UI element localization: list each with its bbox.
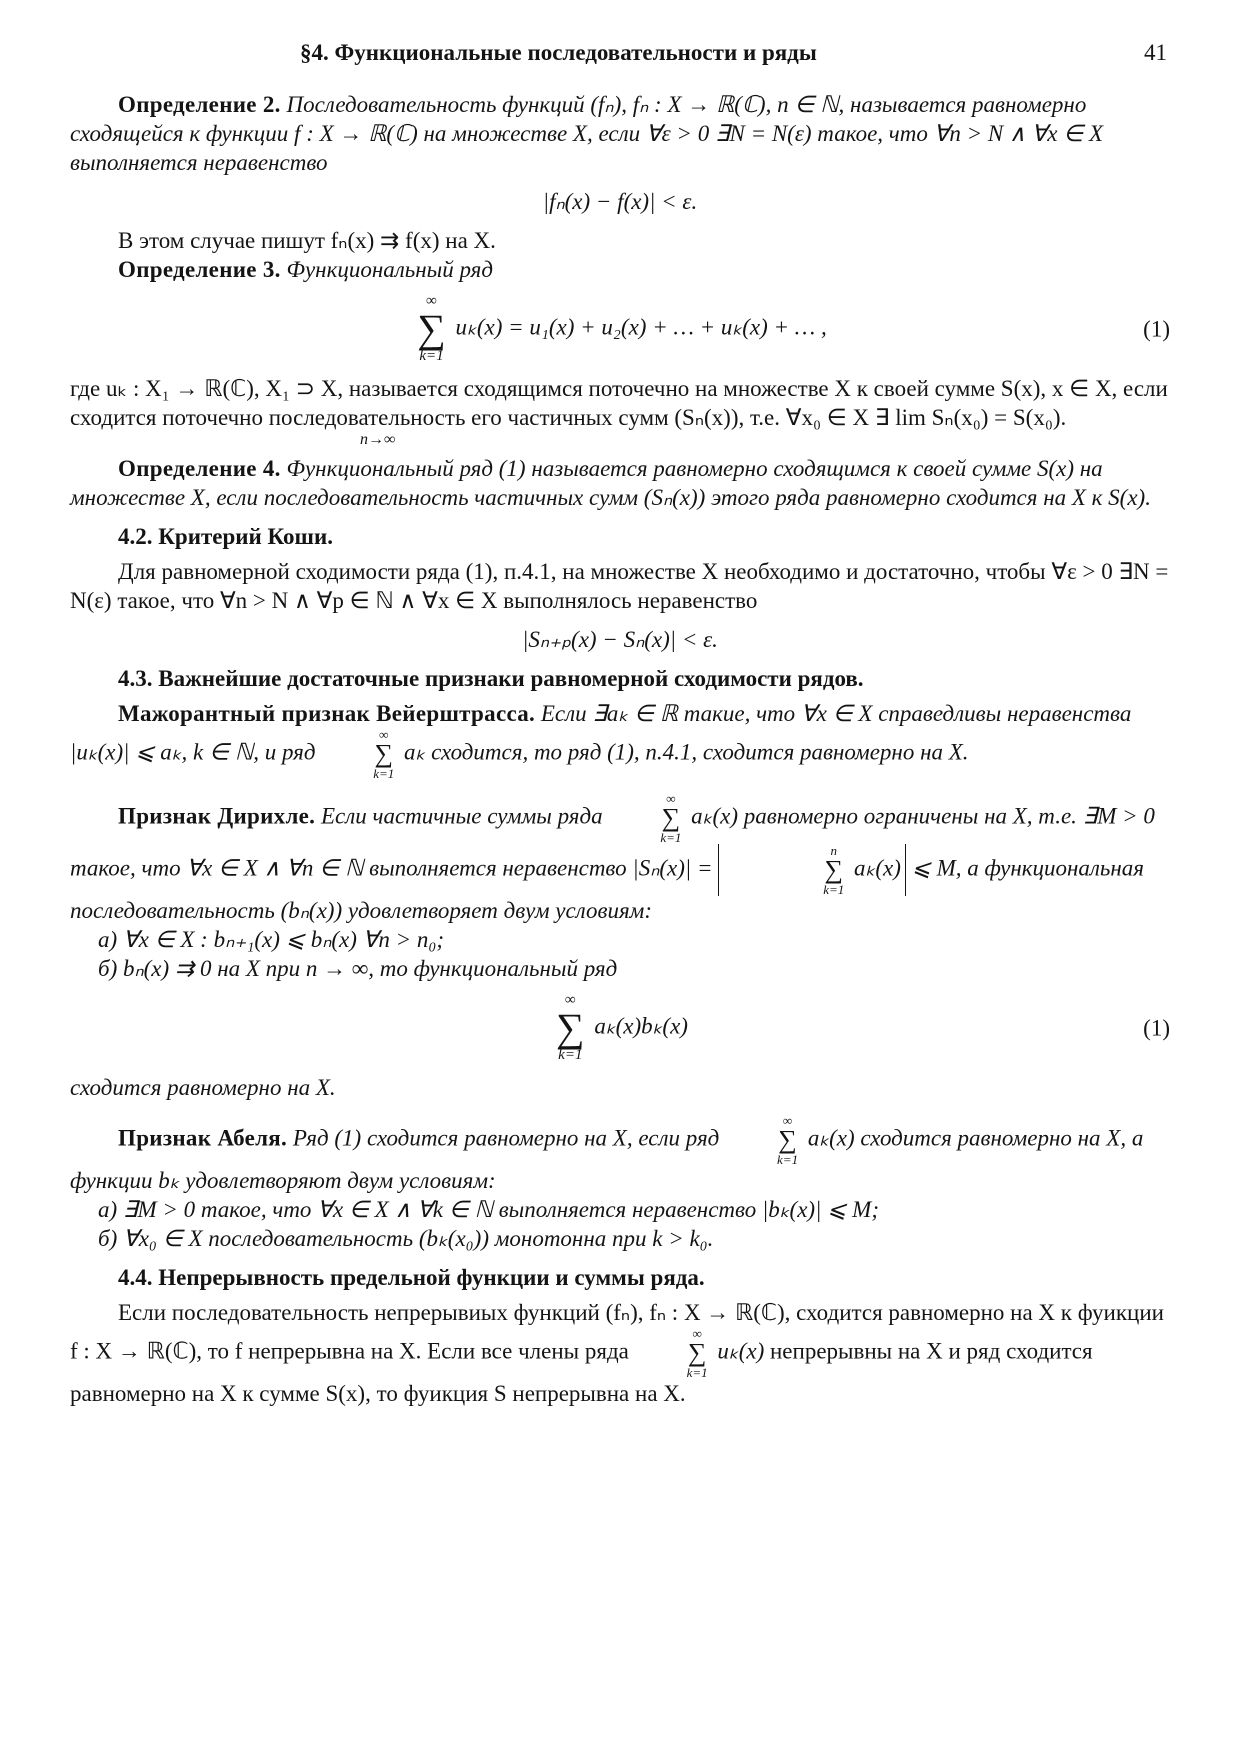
dirichlet-sum-term: aₖ(x) bbox=[691, 803, 738, 829]
formula-dirichlet-series bbox=[70, 993, 1170, 1063]
dirichlet-text-b: равномерно ограничены на X, т.е. ∃M > 0 такое, что ∀x ∈ X ∧ ∀n ∈ ℕ выполняется неравенство |Sₙ(x)| = bbox=[70, 803, 1155, 881]
sum-lower-limit: k=1 bbox=[419, 348, 444, 364]
abel-condition-a: а) ∃M > 0 такое, что ∀x ∈ X ∧ ∀k ∈ ℕ выполняется неравенство |bₖ(x)| ⩽ M; bbox=[98, 1197, 880, 1222]
sum-lower-limit: k=1 bbox=[660, 830, 682, 845]
running-header bbox=[0, 38, 1239, 74]
weierstrass-text-b: сходится, то ряд (1), п.4.1, сходится равномерно на X. bbox=[431, 739, 969, 765]
weierstrass-test bbox=[70, 699, 1170, 780]
sum-lower-limit: k=1 bbox=[373, 766, 395, 781]
sum-symbol: n ∑ k=1 bbox=[775, 844, 844, 896]
definition-4-text: Функциональный ряд (1) называется равномерно сходящимся к своей сумме S(x) на множестве X, если последовательность частичных сумм (Sₙ(x)) этого ряда равномерно сходится на X к S(x). bbox=[70, 456, 1151, 510]
series-expansion: uₖ(x) = u₁(x) + u₂(x) + … + uₖ(x) + … , bbox=[455, 314, 827, 340]
sum-symbol: ∞ ∑ k=1 bbox=[729, 1114, 798, 1166]
equation-number: (1) bbox=[1143, 316, 1170, 342]
sum-symbol: ∞ ∑ k=1 bbox=[612, 792, 681, 844]
formula-uniform-convergence: |fₙ(x) − f(x)| < ε. bbox=[542, 189, 698, 214]
limit-subscript: n→∞ bbox=[360, 431, 396, 448]
definition-4 bbox=[70, 454, 1170, 512]
weierstrass-text-a: Если ∃aₖ ∈ ℝ такие, что ∀x ∈ X справедливы неравенства |uₖ(x)| ⩽ aₖ, k ∈ ℕ, и ряд bbox=[70, 701, 1132, 765]
sum-lower-limit: k=1 bbox=[686, 1365, 708, 1380]
dirichlet-series-term: aₖ(x)bₖ(x) bbox=[594, 1013, 688, 1039]
definition-3-intro: Функциональный ряд bbox=[286, 257, 494, 282]
sum-upper-limit: n bbox=[830, 843, 837, 858]
continuity-sum-term: uₖ(x) bbox=[717, 1338, 765, 1364]
definition-2-text: Последовательность функций (fₙ), fₙ : X → ℝ(ℂ), n ∈ ℕ, называется равномерно сходящейся к функции f : X → ℝ(ℂ) на множестве X, если ∀ε > 0 ∃N = N(ε) такое, что ∀n > N ∧ ∀x ∈ X выполняется неравенство bbox=[70, 92, 1104, 175]
dirichlet-condition-a: а) ∀x ∈ X : bₙ₊₁(x) ⩽ bₙ(x) ∀n > n₀; bbox=[98, 927, 445, 952]
sum-upper-limit: ∞ bbox=[379, 727, 389, 742]
formula-series-1 bbox=[70, 294, 1170, 364]
header-title: §4. Функциональные последовательности и ряды bbox=[300, 40, 817, 65]
abel-test bbox=[70, 1114, 1170, 1195]
dirichlet-text-a: Если частичные суммы ряда bbox=[320, 803, 603, 829]
abel-label: Признак Абеля. bbox=[118, 1125, 288, 1151]
definition-4-label: Определение 4. bbox=[118, 456, 281, 481]
dirichlet-label: Признак Дирихле. bbox=[118, 803, 316, 829]
definition-2-label: Определение 2. bbox=[118, 92, 281, 117]
sum-symbol: ∞ ∑ k=1 bbox=[639, 1327, 708, 1379]
continuity-text-b: непрерывны на X и ряд сходится равномерно на X к сумме S(x), то фуикция S непрерывна на X. bbox=[70, 1338, 1093, 1406]
cauchy-criterion-text: Для равномерной сходимости ряда (1), п.4.1, на множестве X необходимо и достаточно, чтобы ∀ε > 0 ∃N = N(ε) такое, что ∀n > N ∧ ∀p ∈ ℕ ∧ ∀x ∈ X выполнялось неравенство bbox=[70, 559, 1169, 613]
definition-2-notation: В этом случае пишут fₙ(x) ⇉ f(x) на X. bbox=[118, 228, 496, 253]
sum-symbol: ∞ ∑ k=1 bbox=[417, 293, 446, 364]
definition-2 bbox=[70, 90, 1170, 177]
section-heading-4-2: 4.2. Критерий Коши. bbox=[118, 524, 333, 549]
sum-symbol: ∞ ∑ k=1 bbox=[325, 728, 394, 780]
sum-lower-limit: k=1 bbox=[558, 1047, 583, 1063]
section-heading-4-3: 4.3. Важнейшие достаточные признаки равномерной сходимости рядов. bbox=[118, 666, 864, 691]
continuity-text-a: Если последовательность непрерывиых функций (fₙ), fₙ : X → ℝ(ℂ), сходится равномерно на X к фуикции f : X → ℝ(ℂ), то f непрерывна на X. Если все члены ряда bbox=[70, 1300, 1164, 1364]
definition-3-text: где uₖ : X₁ → ℝ(ℂ), X₁ ⊃ X, называется сходящимся поточечно на множестве X к своей сумме S(x), x ∈ X, если сходится поточечно последовательность его частичных сумм (Sₙ(x)), т.е. ∀x₀ ∈ X ∃ lim Sₙ(x₀) = S(x₀). bbox=[70, 376, 1168, 430]
weierstrass-sum-term: aₖ bbox=[404, 739, 426, 765]
sum-lower-limit: k=1 bbox=[823, 882, 845, 897]
partial-sum-abs bbox=[718, 844, 906, 896]
abel-condition-b: б) ∀x₀ ∈ X последовательность (bₖ(x₀)) монотонна при k > k₀. bbox=[98, 1226, 714, 1251]
abel-text-a: Ряд (1) сходится равномерно на X, если ряд bbox=[292, 1125, 720, 1151]
body-text bbox=[70, 90, 1170, 1408]
dirichlet-condition-b: б) bₙ(x) ⇉ 0 на X при n → ∞, то функциональный ряд bbox=[98, 956, 618, 981]
formula-cauchy: |Sₙ₊ₚ(x) − Sₙ(x)| < ε. bbox=[522, 627, 718, 652]
partial-sum-term: aₖ(x) bbox=[854, 855, 901, 881]
sum-upper-limit: ∞ bbox=[782, 1113, 793, 1128]
dirichlet-text-c: ⩽ M, а функциональная последовательность (bₙ(x)) удовлетворяет двум условиям: bbox=[70, 855, 1144, 923]
sum-symbol: ∞ ∑ k=1 bbox=[556, 992, 585, 1063]
equation-number: (1) bbox=[1143, 1015, 1170, 1041]
sum-upper-limit: ∞ bbox=[564, 992, 576, 1008]
section-heading-4-4: 4.4. Непрерывность предельной функции и суммы ряда. bbox=[118, 1265, 705, 1290]
dirichlet-conclusion: сходится равномерно на X. bbox=[70, 1075, 336, 1100]
sum-upper-limit: ∞ bbox=[666, 791, 676, 806]
continuity-text bbox=[70, 1298, 1170, 1408]
sum-lower-limit: k=1 bbox=[777, 1152, 799, 1167]
definition-3 bbox=[70, 255, 1170, 284]
weierstrass-label: Мажорантный признак Вейерштрасса. bbox=[118, 701, 536, 726]
abel-text-b: сходится равномерно на X, а функции bₖ удовлетворяют двум условиям: bbox=[70, 1125, 1144, 1193]
abel-sum-term: aₖ(x) bbox=[807, 1125, 855, 1151]
definition-3-label: Определение 3. bbox=[118, 257, 281, 282]
page-number: 41 bbox=[1144, 40, 1167, 65]
sum-upper-limit: ∞ bbox=[426, 293, 437, 309]
sum-upper-limit: ∞ bbox=[692, 1326, 702, 1341]
dirichlet-test bbox=[70, 792, 1170, 925]
